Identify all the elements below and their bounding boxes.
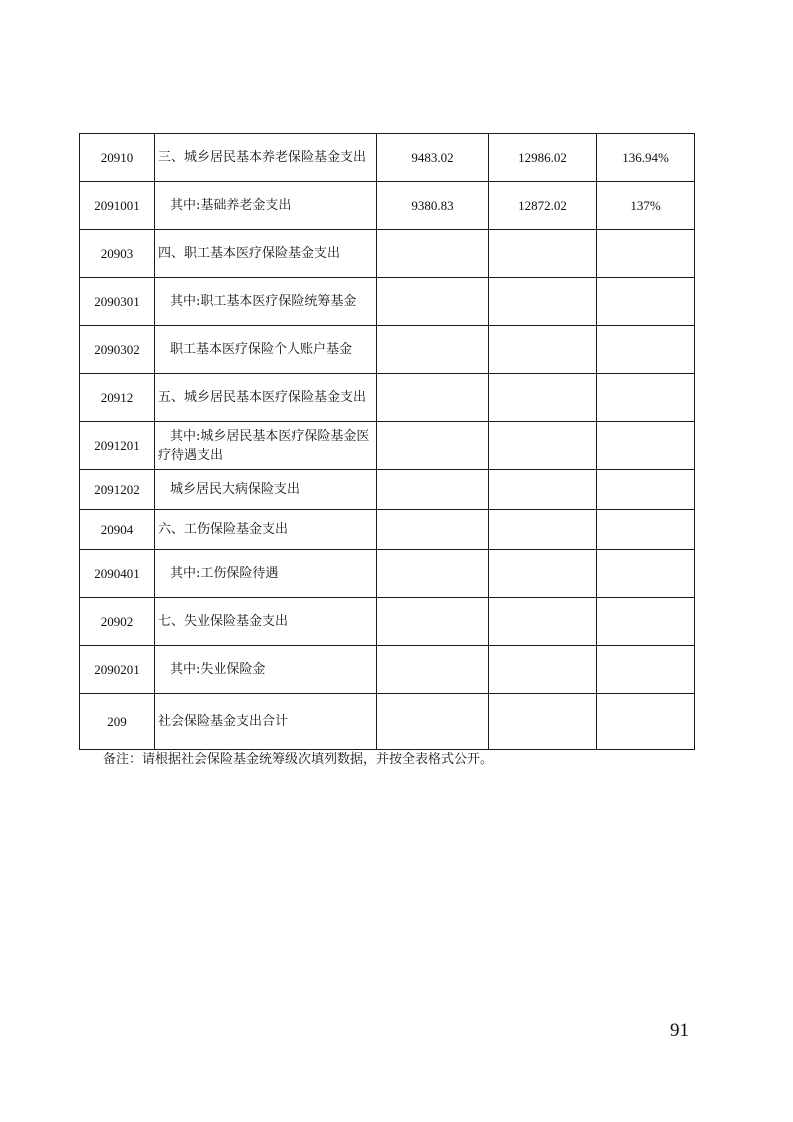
row-value-3: 137% [597, 182, 695, 230]
table-row [80, 230, 695, 278]
table-row [80, 646, 695, 694]
row-name: 六、工伤保险基金支出 [155, 510, 377, 550]
row-value-1 [377, 422, 489, 470]
row-value-3 [597, 694, 695, 750]
row-value-2 [489, 646, 597, 694]
row-value-2 [489, 374, 597, 422]
table-row [80, 694, 695, 750]
row-name: 三、城乡居民基本养老保险基金支出 [155, 134, 377, 182]
row-name: 七、失业保险基金支出 [155, 598, 377, 646]
table-row [80, 422, 695, 470]
row-value-2: 12872.02 [489, 182, 597, 230]
row-value-1 [377, 278, 489, 326]
row-value-1 [377, 598, 489, 646]
table-row [80, 510, 695, 550]
row-value-1 [377, 470, 489, 510]
row-value-3: 136.94% [597, 134, 695, 182]
row-name: 其中:城乡居民基本医疗保险基金医疗待遇支出 [155, 422, 377, 470]
row-value-2 [489, 470, 597, 510]
row-value-1: 9483.02 [377, 134, 489, 182]
row-value-2 [489, 422, 597, 470]
row-value-1 [377, 374, 489, 422]
row-value-2 [489, 278, 597, 326]
table-row [80, 182, 695, 230]
row-name: 其中:失业保险金 [155, 646, 377, 694]
row-value-2 [489, 510, 597, 550]
row-value-3 [597, 422, 695, 470]
row-code: 2091001 [80, 182, 155, 230]
row-value-3 [597, 278, 695, 326]
row-value-1 [377, 326, 489, 374]
row-code: 2090201 [80, 646, 155, 694]
row-value-3 [597, 326, 695, 374]
row-name: 职工基本医疗保险个人账户基金 [155, 326, 377, 374]
row-value-3 [597, 646, 695, 694]
row-code: 20910 [80, 134, 155, 182]
table-row [80, 550, 695, 598]
row-value-2 [489, 326, 597, 374]
row-name: 其中:职工基本医疗保险统筹基金 [155, 278, 377, 326]
row-code: 209 [80, 694, 155, 750]
row-value-1 [377, 694, 489, 750]
table-row [80, 134, 695, 182]
row-name: 其中:工伤保险待遇 [155, 550, 377, 598]
table-row [80, 374, 695, 422]
row-value-3 [597, 550, 695, 598]
row-code: 2090302 [80, 326, 155, 374]
row-value-1 [377, 230, 489, 278]
fund-expenditure-table [79, 133, 695, 750]
row-value-2: 12986.02 [489, 134, 597, 182]
row-value-1 [377, 646, 489, 694]
row-name: 四、职工基本医疗保险基金支出 [155, 230, 377, 278]
row-value-2 [489, 230, 597, 278]
row-value-1 [377, 550, 489, 598]
row-code: 2091201 [80, 422, 155, 470]
table-row [80, 278, 695, 326]
row-code: 20902 [80, 598, 155, 646]
row-value-3 [597, 598, 695, 646]
table-row [80, 470, 695, 510]
row-code: 2090401 [80, 550, 155, 598]
table-body [80, 134, 695, 750]
row-value-1: 9380.83 [377, 182, 489, 230]
table-row [80, 598, 695, 646]
row-name: 五、城乡居民基本医疗保险基金支出 [155, 374, 377, 422]
table-row [80, 326, 695, 374]
row-name: 城乡居民大病保险支出 [155, 470, 377, 510]
row-value-3 [597, 510, 695, 550]
row-code: 2090301 [80, 278, 155, 326]
row-value-3 [597, 470, 695, 510]
row-code: 20912 [80, 374, 155, 422]
row-code: 20904 [80, 510, 155, 550]
row-value-2 [489, 598, 597, 646]
footnote: 备注：请根据社会保险基金统筹级次填列数据，并按全表格式公开。 [103, 752, 494, 767]
row-value-1 [377, 510, 489, 550]
row-value-3 [597, 374, 695, 422]
page-number: 91 [670, 1020, 689, 1041]
row-code: 2091202 [80, 470, 155, 510]
row-name: 其中:基础养老金支出 [155, 182, 377, 230]
row-value-2 [489, 694, 597, 750]
row-value-2 [489, 550, 597, 598]
row-value-3 [597, 230, 695, 278]
row-code: 20903 [80, 230, 155, 278]
row-name: 社会保险基金支出合计 [155, 694, 377, 750]
